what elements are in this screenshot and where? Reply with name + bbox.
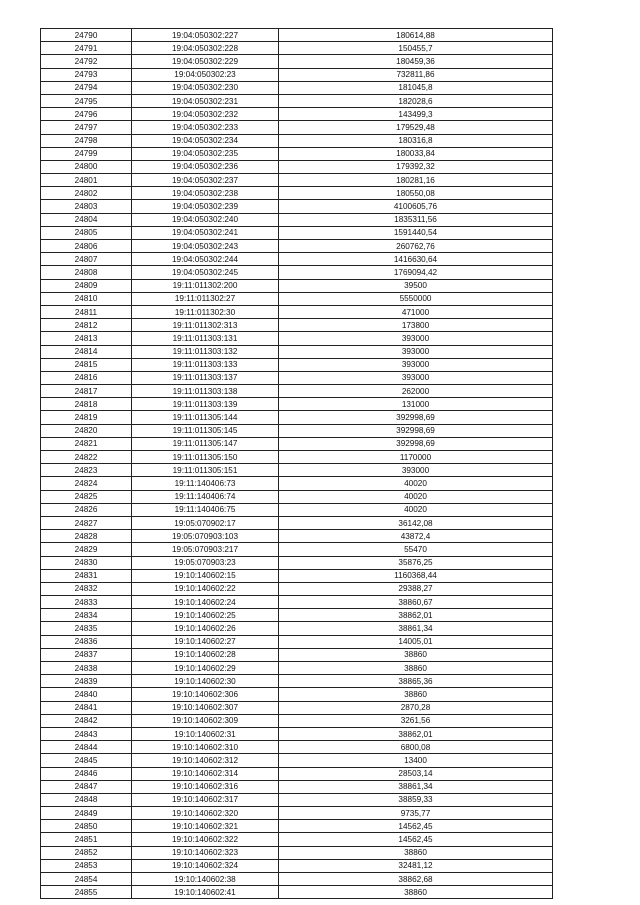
- table-row: [41, 727, 553, 740]
- row-number-cell: 24832: [41, 582, 132, 595]
- cadastral-number-cell: 19:05:070902:17: [132, 516, 279, 529]
- value-cell: 38865,36: [279, 675, 553, 688]
- row-number-cell: 24791: [41, 42, 132, 55]
- table-row: [41, 332, 553, 345]
- row-number-cell: 24848: [41, 793, 132, 806]
- row-number-cell: 24840: [41, 688, 132, 701]
- row-number-cell: 24792: [41, 55, 132, 68]
- row-number-cell: 24854: [41, 873, 132, 886]
- value-cell: 38860,67: [279, 596, 553, 609]
- cadastral-number-cell: 19:04:050302:229: [132, 55, 279, 68]
- value-cell: 40020: [279, 503, 553, 516]
- table-row: [41, 68, 553, 81]
- table-row: [41, 385, 553, 398]
- value-cell: 393000: [279, 332, 553, 345]
- table-row: [41, 622, 553, 635]
- table-row: [41, 253, 553, 266]
- cadastral-number-cell: 19:11:011303:133: [132, 358, 279, 371]
- table-row: [41, 451, 553, 464]
- table-row: [41, 398, 553, 411]
- row-number-cell: 24797: [41, 121, 132, 134]
- value-cell: 150455,7: [279, 42, 553, 55]
- table-row: [41, 279, 553, 292]
- table-row: [41, 213, 553, 226]
- value-cell: 393000: [279, 358, 553, 371]
- row-number-cell: 24831: [41, 569, 132, 582]
- table-row: [41, 582, 553, 595]
- cadastral-number-cell: 19:04:050302:234: [132, 134, 279, 147]
- table-row: [41, 556, 553, 569]
- table-row: [41, 147, 553, 160]
- row-number-cell: 24796: [41, 108, 132, 121]
- value-cell: 6800,08: [279, 741, 553, 754]
- row-number-cell: 24838: [41, 662, 132, 675]
- table-row: [41, 477, 553, 490]
- table-row: [41, 319, 553, 332]
- table-row: [41, 266, 553, 279]
- table-row: [41, 160, 553, 173]
- row-number-cell: 24812: [41, 319, 132, 332]
- cadastral-number-cell: 19:10:140602:41: [132, 886, 279, 899]
- row-number-cell: 24816: [41, 371, 132, 384]
- value-cell: 181045,8: [279, 81, 553, 94]
- cadastral-number-cell: 19:10:140602:322: [132, 833, 279, 846]
- value-cell: 732811,86: [279, 68, 553, 81]
- cadastral-number-cell: 19:10:140602:27: [132, 635, 279, 648]
- cadastral-number-cell: 19:04:050302:231: [132, 94, 279, 107]
- cadastral-number-cell: 19:10:140602:26: [132, 622, 279, 635]
- value-cell: 1591440,54: [279, 226, 553, 239]
- cadastral-number-cell: 19:04:050302:237: [132, 174, 279, 187]
- cadastral-number-cell: 19:10:140602:25: [132, 609, 279, 622]
- cadastral-number-cell: 19:04:050302:230: [132, 81, 279, 94]
- row-number-cell: 24842: [41, 714, 132, 727]
- value-cell: 29388,27: [279, 582, 553, 595]
- cadastral-number-cell: 19:05:070903:103: [132, 530, 279, 543]
- value-cell: 392998,69: [279, 437, 553, 450]
- row-number-cell: 24829: [41, 543, 132, 556]
- table-row: [41, 859, 553, 872]
- value-cell: 9735,77: [279, 807, 553, 820]
- row-number-cell: 24820: [41, 424, 132, 437]
- table-row: [41, 121, 553, 134]
- table-row: [41, 609, 553, 622]
- value-cell: 55470: [279, 543, 553, 556]
- table-row: [41, 530, 553, 543]
- table-row: [41, 833, 553, 846]
- row-number-cell: 24821: [41, 437, 132, 450]
- value-cell: 38861,34: [279, 622, 553, 635]
- value-cell: 179529,48: [279, 121, 553, 134]
- row-number-cell: 24824: [41, 477, 132, 490]
- table-row: [41, 820, 553, 833]
- cadastral-number-cell: 19:11:011302:200: [132, 279, 279, 292]
- value-cell: 38861,34: [279, 780, 553, 793]
- table-row: [41, 108, 553, 121]
- cadastral-number-cell: 19:11:011303:132: [132, 345, 279, 358]
- cadastral-number-cell: 19:10:140602:312: [132, 754, 279, 767]
- value-cell: 392998,69: [279, 411, 553, 424]
- value-cell: 5550000: [279, 292, 553, 305]
- row-number-cell: 24819: [41, 411, 132, 424]
- value-cell: 182028,6: [279, 94, 553, 107]
- row-number-cell: 24802: [41, 187, 132, 200]
- row-number-cell: 24809: [41, 279, 132, 292]
- row-number-cell: 24810: [41, 292, 132, 305]
- value-cell: 143499,3: [279, 108, 553, 121]
- value-cell: 38862,01: [279, 727, 553, 740]
- table-row: [41, 846, 553, 859]
- value-cell: 1835311,56: [279, 213, 553, 226]
- cadastral-number-cell: 19:05:070903:23: [132, 556, 279, 569]
- row-number-cell: 24849: [41, 807, 132, 820]
- value-cell: 1170000: [279, 451, 553, 464]
- table-row: [41, 464, 553, 477]
- data-table: [40, 28, 553, 899]
- table-row: [41, 516, 553, 529]
- row-number-cell: 24845: [41, 754, 132, 767]
- table-row: [41, 292, 553, 305]
- value-cell: 43872,4: [279, 530, 553, 543]
- table-row: [41, 226, 553, 239]
- cadastral-number-cell: 19:10:140602:324: [132, 859, 279, 872]
- row-number-cell: 24811: [41, 305, 132, 318]
- value-cell: 173800: [279, 319, 553, 332]
- cadastral-number-cell: 19:11:011305:147: [132, 437, 279, 450]
- table-row: [41, 543, 553, 556]
- row-number-cell: 24790: [41, 29, 132, 42]
- cadastral-number-cell: 19:10:140602:314: [132, 767, 279, 780]
- table-row: [41, 358, 553, 371]
- row-number-cell: 24814: [41, 345, 132, 358]
- row-number-cell: 24850: [41, 820, 132, 833]
- row-number-cell: 24852: [41, 846, 132, 859]
- row-number-cell: 24853: [41, 859, 132, 872]
- table-body: [41, 29, 553, 899]
- cadastral-number-cell: 19:05:070903:217: [132, 543, 279, 556]
- cadastral-number-cell: 19:11:011305:144: [132, 411, 279, 424]
- value-cell: 180281,16: [279, 174, 553, 187]
- cadastral-number-cell: 19:04:050302:236: [132, 160, 279, 173]
- cadastral-number-cell: 19:10:140602:307: [132, 701, 279, 714]
- table-row: [41, 29, 553, 42]
- cadastral-number-cell: 19:10:140602:309: [132, 714, 279, 727]
- value-cell: 40020: [279, 477, 553, 490]
- table-row: [41, 767, 553, 780]
- row-number-cell: 24804: [41, 213, 132, 226]
- row-number-cell: 24815: [41, 358, 132, 371]
- value-cell: 1769094,42: [279, 266, 553, 279]
- cadastral-number-cell: 19:10:140602:24: [132, 596, 279, 609]
- cadastral-number-cell: 19:04:050302:232: [132, 108, 279, 121]
- table-row: [41, 648, 553, 661]
- value-cell: 3261,56: [279, 714, 553, 727]
- row-number-cell: 24846: [41, 767, 132, 780]
- cadastral-number-cell: 19:10:140602:29: [132, 662, 279, 675]
- cadastral-number-cell: 19:11:011303:137: [132, 371, 279, 384]
- row-number-cell: 24847: [41, 780, 132, 793]
- row-number-cell: 24855: [41, 886, 132, 899]
- table-row: [41, 714, 553, 727]
- table-row: [41, 240, 553, 253]
- cadastral-number-cell: 19:11:011303:139: [132, 398, 279, 411]
- row-number-cell: 24807: [41, 253, 132, 266]
- cadastral-number-cell: 19:10:140602:15: [132, 569, 279, 582]
- value-cell: 38860: [279, 886, 553, 899]
- cadastral-number-cell: 19:10:140602:22: [132, 582, 279, 595]
- value-cell: 39500: [279, 279, 553, 292]
- value-cell: 38860: [279, 648, 553, 661]
- cadastral-number-cell: 19:10:140602:28: [132, 648, 279, 661]
- table-row: [41, 134, 553, 147]
- table-row: [41, 793, 553, 806]
- row-number-cell: 24836: [41, 635, 132, 648]
- table-row: [41, 437, 553, 450]
- cadastral-number-cell: 19:10:140602:316: [132, 780, 279, 793]
- table-row: [41, 305, 553, 318]
- cadastral-number-cell: 19:11:011302:27: [132, 292, 279, 305]
- row-number-cell: 24801: [41, 174, 132, 187]
- table-row: [41, 503, 553, 516]
- cadastral-number-cell: 19:10:140602:317: [132, 793, 279, 806]
- table-row: [41, 662, 553, 675]
- cadastral-number-cell: 19:04:050302:241: [132, 226, 279, 239]
- row-number-cell: 24823: [41, 464, 132, 477]
- value-cell: 13400: [279, 754, 553, 767]
- row-number-cell: 24795: [41, 94, 132, 107]
- table-row: [41, 345, 553, 358]
- row-number-cell: 24826: [41, 503, 132, 516]
- cadastral-number-cell: 19:04:050302:243: [132, 240, 279, 253]
- value-cell: 1160368,44: [279, 569, 553, 582]
- cadastral-number-cell: 19:04:050302:239: [132, 200, 279, 213]
- table-row: [41, 55, 553, 68]
- row-number-cell: 24806: [41, 240, 132, 253]
- row-number-cell: 24830: [41, 556, 132, 569]
- row-number-cell: 24843: [41, 727, 132, 740]
- table-row: [41, 81, 553, 94]
- value-cell: 38860: [279, 846, 553, 859]
- table-row: [41, 675, 553, 688]
- cadastral-number-cell: 19:11:011303:131: [132, 332, 279, 345]
- value-cell: 4100605,76: [279, 200, 553, 213]
- row-number-cell: 24800: [41, 160, 132, 173]
- value-cell: 262000: [279, 385, 553, 398]
- table-row: [41, 200, 553, 213]
- row-number-cell: 24828: [41, 530, 132, 543]
- table-row: [41, 490, 553, 503]
- table-row: [41, 371, 553, 384]
- table-row: [41, 807, 553, 820]
- row-number-cell: 24834: [41, 609, 132, 622]
- cadastral-number-cell: 19:11:140406:73: [132, 477, 279, 490]
- cadastral-number-cell: 19:10:140602:306: [132, 688, 279, 701]
- row-number-cell: 24839: [41, 675, 132, 688]
- cadastral-number-cell: 19:04:050302:238: [132, 187, 279, 200]
- value-cell: 1416630,64: [279, 253, 553, 266]
- row-number-cell: 24808: [41, 266, 132, 279]
- cadastral-number-cell: 19:10:140602:321: [132, 820, 279, 833]
- row-number-cell: 24813: [41, 332, 132, 345]
- cadastral-number-cell: 19:11:140406:75: [132, 503, 279, 516]
- table-row: [41, 886, 553, 899]
- row-number-cell: 24793: [41, 68, 132, 81]
- cadastral-number-cell: 19:04:050302:233: [132, 121, 279, 134]
- row-number-cell: 24835: [41, 622, 132, 635]
- row-number-cell: 24827: [41, 516, 132, 529]
- table-row: [41, 688, 553, 701]
- cadastral-number-cell: 19:04:050302:235: [132, 147, 279, 160]
- cadastral-number-cell: 19:04:050302:228: [132, 42, 279, 55]
- cadastral-number-cell: 19:10:140602:323: [132, 846, 279, 859]
- value-cell: 14562,45: [279, 820, 553, 833]
- cadastral-number-cell: 19:04:050302:23: [132, 68, 279, 81]
- table-row: [41, 411, 553, 424]
- table-row: [41, 424, 553, 437]
- value-cell: 38860: [279, 688, 553, 701]
- value-cell: 38860: [279, 662, 553, 675]
- value-cell: 38862,01: [279, 609, 553, 622]
- table-row: [41, 635, 553, 648]
- cadastral-number-cell: 19:11:011305:151: [132, 464, 279, 477]
- value-cell: 14005,01: [279, 635, 553, 648]
- table-row: [41, 569, 553, 582]
- row-number-cell: 24794: [41, 81, 132, 94]
- value-cell: 393000: [279, 345, 553, 358]
- row-number-cell: 24844: [41, 741, 132, 754]
- cadastral-number-cell: 19:11:011305:150: [132, 451, 279, 464]
- value-cell: 40020: [279, 490, 553, 503]
- row-number-cell: 24799: [41, 147, 132, 160]
- table-row: [41, 94, 553, 107]
- value-cell: 393000: [279, 464, 553, 477]
- value-cell: 392998,69: [279, 424, 553, 437]
- cadastral-number-cell: 19:10:140602:31: [132, 727, 279, 740]
- row-number-cell: 24798: [41, 134, 132, 147]
- value-cell: 180316,8: [279, 134, 553, 147]
- value-cell: 131000: [279, 398, 553, 411]
- row-number-cell: 24818: [41, 398, 132, 411]
- value-cell: 2870,28: [279, 701, 553, 714]
- value-cell: 32481,12: [279, 859, 553, 872]
- value-cell: 14562,45: [279, 833, 553, 846]
- table-row: [41, 741, 553, 754]
- value-cell: 471000: [279, 305, 553, 318]
- cadastral-number-cell: 19:10:140602:30: [132, 675, 279, 688]
- table-row: [41, 596, 553, 609]
- value-cell: 35876,25: [279, 556, 553, 569]
- cadastral-number-cell: 19:10:140602:320: [132, 807, 279, 820]
- cadastral-number-cell: 19:04:050302:245: [132, 266, 279, 279]
- cadastral-number-cell: 19:11:011303:138: [132, 385, 279, 398]
- value-cell: 38862,68: [279, 873, 553, 886]
- value-cell: 180614,88: [279, 29, 553, 42]
- cadastral-number-cell: 19:11:011302:30: [132, 305, 279, 318]
- row-number-cell: 24851: [41, 833, 132, 846]
- value-cell: 36142,08: [279, 516, 553, 529]
- table-row: [41, 701, 553, 714]
- value-cell: 180459,36: [279, 55, 553, 68]
- value-cell: 180033,84: [279, 147, 553, 160]
- value-cell: 179392,32: [279, 160, 553, 173]
- table-row: [41, 754, 553, 767]
- table-row: [41, 174, 553, 187]
- row-number-cell: 24837: [41, 648, 132, 661]
- cadastral-number-cell: 19:04:050302:244: [132, 253, 279, 266]
- table-row: [41, 187, 553, 200]
- value-cell: 393000: [279, 371, 553, 384]
- cadastral-number-cell: 19:04:050302:240: [132, 213, 279, 226]
- row-number-cell: 24841: [41, 701, 132, 714]
- value-cell: 180550,08: [279, 187, 553, 200]
- cadastral-number-cell: 19:11:140406:74: [132, 490, 279, 503]
- row-number-cell: 24833: [41, 596, 132, 609]
- cadastral-number-cell: 19:10:140602:38: [132, 873, 279, 886]
- cadastral-number-cell: 19:11:011305:145: [132, 424, 279, 437]
- row-number-cell: 24817: [41, 385, 132, 398]
- table-row: [41, 873, 553, 886]
- cadastral-number-cell: 19:10:140602:310: [132, 741, 279, 754]
- row-number-cell: 24825: [41, 490, 132, 503]
- row-number-cell: 24822: [41, 451, 132, 464]
- cadastral-number-cell: 19:11:011302:313: [132, 319, 279, 332]
- row-number-cell: 24803: [41, 200, 132, 213]
- cadastral-number-cell: 19:04:050302:227: [132, 29, 279, 42]
- row-number-cell: 24805: [41, 226, 132, 239]
- value-cell: 38859,33: [279, 793, 553, 806]
- table-row: [41, 42, 553, 55]
- table-row: [41, 780, 553, 793]
- value-cell: 28503,14: [279, 767, 553, 780]
- value-cell: 260762,76: [279, 240, 553, 253]
